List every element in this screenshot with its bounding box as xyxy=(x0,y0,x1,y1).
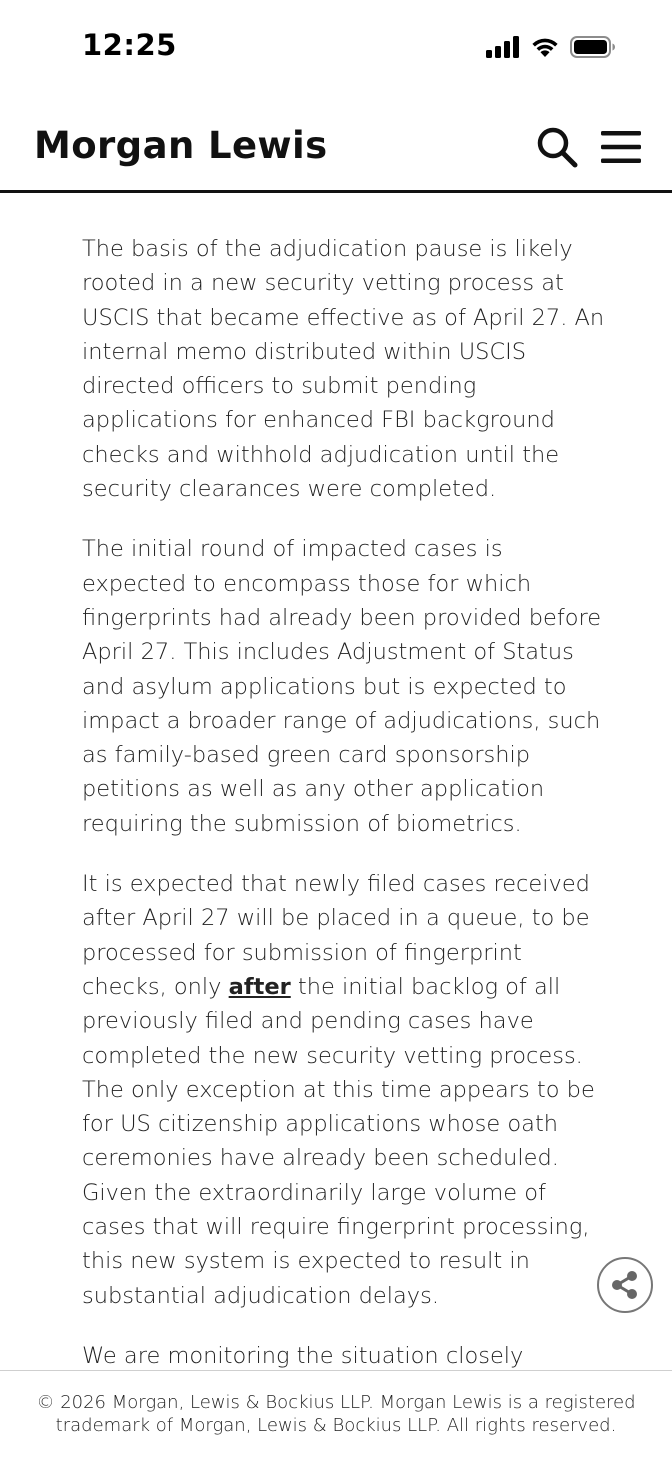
paragraph-text: the initial backlog of all previously filed and pending cases have completed the new security vetting process. The only exception at this time appears to be for US citizenship applications whose oath ceremonies have already been scheduled. Given the extraordinarily large volume of cases that will require fingerprint processing, this new system is expected to result in substantial adjudication delays. xyxy=(82,973,595,1309)
cellular-signal-icon xyxy=(486,36,520,58)
footer-copyright: © 2026 Morgan, Lewis & Bockius LLP. Morgan Lewis is a registered trademark of Morgan, Lewis & Bockius LLP. All rights reserved. xyxy=(36,1392,636,1436)
search-icon xyxy=(536,126,578,168)
article-paragraph: The initial round of impacted cases is expected to encompass those for which fingerprints had already been provided before April 27. This includes Adjustment of Status and asylum applications but is expected to impact a broader range of adjudications, such as family-based green card sponsorship petitions as well as any other application requiring the submission of biometrics. xyxy=(82,536,602,837)
article-paragraph xyxy=(82,867,612,1313)
wifi-icon xyxy=(530,36,560,58)
search-button[interactable] xyxy=(534,124,580,170)
status-icons xyxy=(486,36,616,58)
battery-icon xyxy=(570,36,616,58)
share-button[interactable] xyxy=(597,1257,653,1313)
site-header xyxy=(0,100,672,193)
article-paragraph: We are monitoring the situation closely xyxy=(82,1342,524,1369)
site-footer xyxy=(0,1370,672,1457)
menu-button[interactable] xyxy=(598,124,644,170)
paragraph-text: It is expected that newly filed cases received after April 27 will be placed in a queue, to be processed for submission of fingerprint checks, only xyxy=(82,871,590,1000)
status-bar xyxy=(0,0,672,100)
after-link[interactable]: after xyxy=(228,973,291,1000)
share-icon xyxy=(608,1268,642,1302)
article-body xyxy=(82,232,612,1369)
brand-logo[interactable]: Morgan Lewis xyxy=(34,124,328,167)
hamburger-menu-icon xyxy=(599,129,643,165)
status-time: 12:25 xyxy=(82,28,177,62)
article-paragraph: The basis of the adjudication pause is likely rooted in a new security vetting process at USCIS that became effective as of April 27. An internal memo distributed within USCIS directed officers to submit pending applications for enhanced FBI background checks and withhold adjudication until the security clearances were completed. xyxy=(82,236,605,503)
